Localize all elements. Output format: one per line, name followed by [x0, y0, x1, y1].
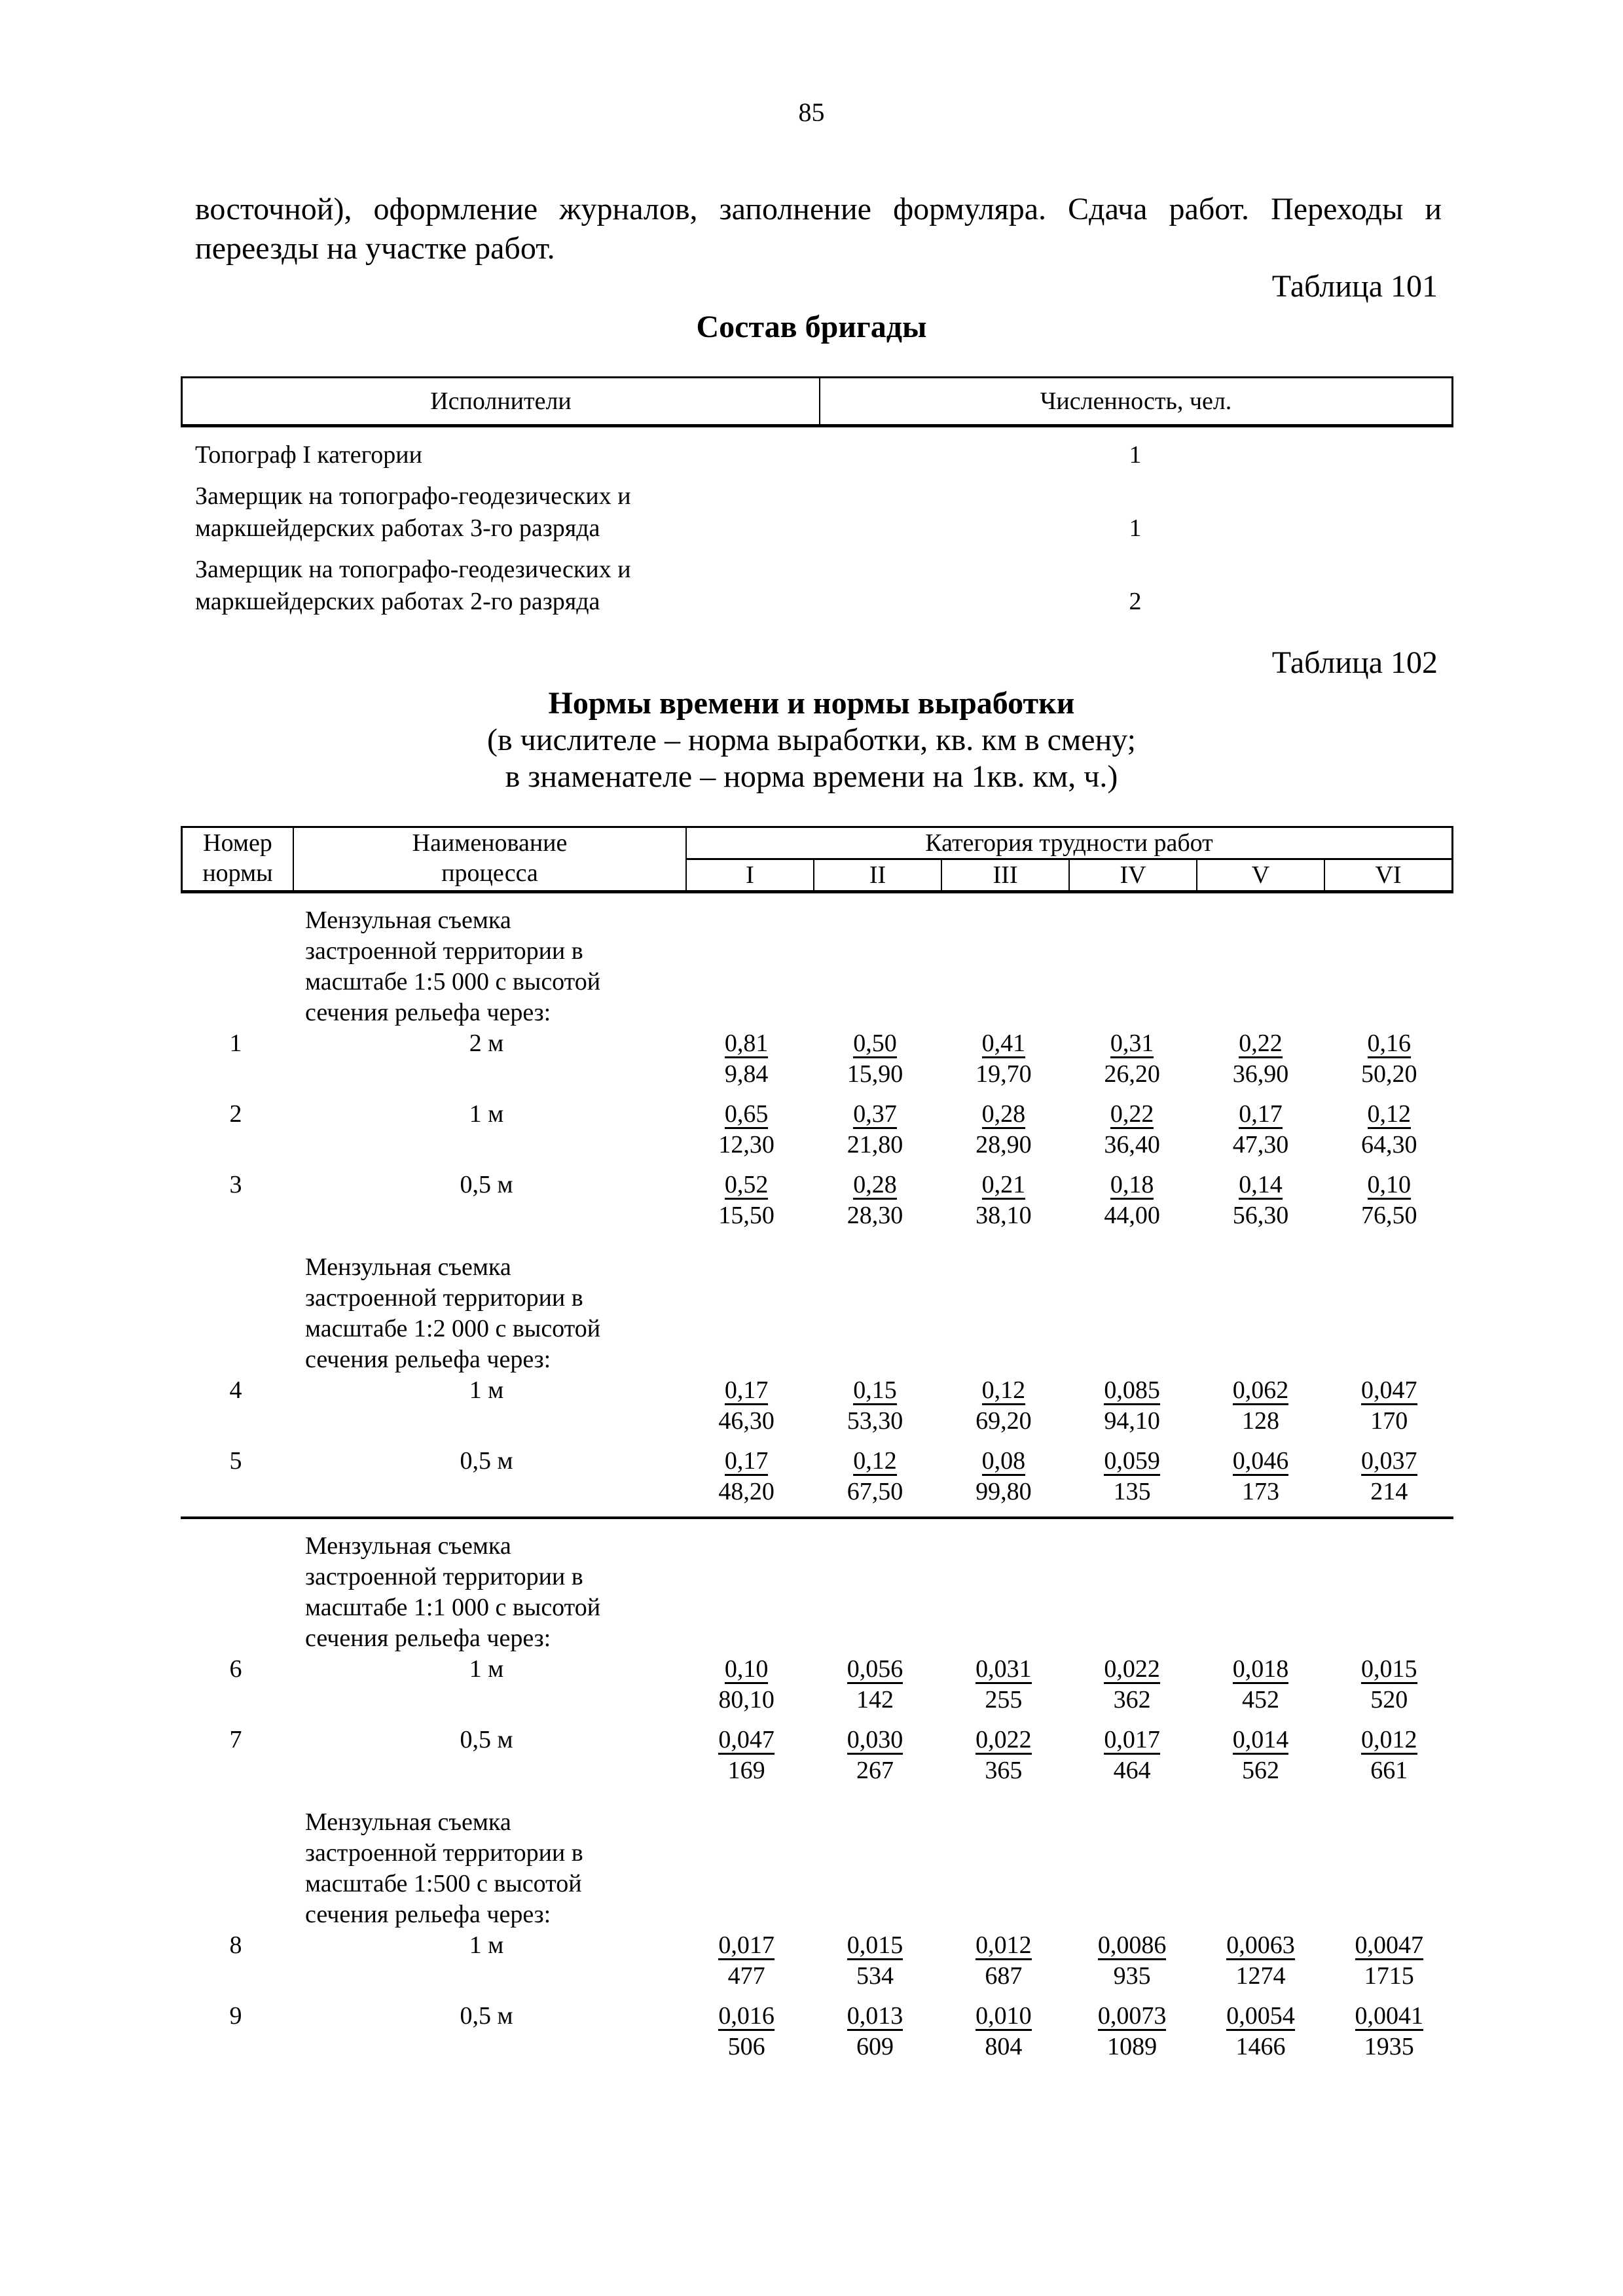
norm-value-cell [682, 1446, 811, 1507]
relief-section-height: 1 м [469, 1931, 504, 1959]
header-number-1: Номер [203, 829, 272, 857]
norm-number: 1 [229, 1030, 242, 1057]
time-norm-denominator: 609 [856, 2033, 894, 2060]
norm-value-cell [682, 2001, 811, 2062]
output-norm-numerator: 0,022 [1104, 1655, 1160, 1683]
time-norm-denominator: 170 [1370, 1407, 1408, 1435]
crew-table-header [181, 376, 1453, 427]
header-col-III: III [942, 860, 1070, 890]
table-101-title: Состав бригады [696, 310, 927, 344]
table-102-subtitle-1: (в числителе – норма выработки, кв. км в смену; [487, 723, 1136, 757]
output-norm-numerator: 0,0054 [1226, 2002, 1295, 2030]
output-norm-numerator: 0,52 [724, 1171, 769, 1198]
norm-value-cell [1325, 1654, 1453, 1715]
header-performers: Исполнители [183, 378, 820, 424]
output-norm-numerator: 0,81 [724, 1030, 769, 1057]
output-norm-numerator: 0,012 [1361, 1726, 1417, 1753]
output-norm-numerator: 0,047 [718, 1726, 775, 1753]
time-norm-denominator: 1935 [1364, 2033, 1414, 2060]
time-norm-denominator: 506 [727, 2033, 765, 2060]
norm-row [181, 1028, 1453, 1090]
output-norm-numerator: 0,10 [1367, 1171, 1412, 1198]
time-norm-denominator: 1466 [1235, 2033, 1286, 2060]
time-norm-denominator: 1274 [1235, 1962, 1286, 1990]
output-norm-numerator: 0,0041 [1355, 2002, 1424, 2030]
output-norm-numerator: 0,0073 [1097, 2002, 1167, 2030]
process-description-line: застроенной территории в [305, 1284, 583, 1312]
header-number-2: нормы [202, 859, 273, 887]
norm-value-cell [1196, 1930, 1324, 1992]
process-description-line: застроенной территории в [305, 1839, 583, 1867]
norm-value-cell [1325, 1099, 1453, 1160]
time-norm-denominator: 67,50 [847, 1478, 903, 1505]
norm-value-cell [1196, 1654, 1324, 1715]
time-norm-denominator: 80,10 [718, 1686, 775, 1713]
time-norm-denominator: 99,80 [976, 1478, 1032, 1505]
table-102-subtitle-2: в знаменателе – норма времени на 1кв. км, ч.) [505, 759, 1118, 794]
norm-value-cell [939, 2001, 1068, 2062]
norm-number: 8 [229, 1931, 242, 1959]
output-norm-numerator: 0,046 [1232, 1447, 1289, 1475]
time-norm-denominator: 534 [856, 1962, 894, 1990]
time-norm-denominator: 128 [1241, 1407, 1279, 1435]
time-norm-denominator: 135 [1113, 1478, 1151, 1505]
crew-table [181, 376, 1453, 618]
header-col-I: I [687, 860, 814, 890]
output-norm-numerator: 0,65 [724, 1100, 769, 1128]
norm-value-cell [1068, 1028, 1196, 1090]
crew-row [181, 480, 1453, 545]
time-norm-denominator: 362 [1113, 1686, 1151, 1713]
norm-number: 5 [229, 1447, 242, 1475]
process-description-line: сечения рельефа через: [305, 1624, 551, 1652]
norm-number: 2 [229, 1100, 242, 1128]
crew-count: 2 [1129, 588, 1142, 615]
output-norm-numerator: 0,056 [847, 1655, 903, 1683]
crew-count: 1 [1129, 514, 1142, 542]
norm-value-cell [1068, 1170, 1196, 1231]
norm-number: 7 [229, 1726, 242, 1753]
norm-value-cell [939, 1028, 1068, 1090]
time-norm-denominator: 661 [1370, 1757, 1408, 1784]
norm-value-cell [939, 1725, 1068, 1786]
process-description [305, 1795, 1453, 1930]
relief-section-height: 1 м [469, 1655, 504, 1683]
norm-row [181, 2001, 1453, 2062]
norm-value-cell [939, 1654, 1068, 1715]
process-description-line: масштабе 1:5 000 с высотой [305, 968, 601, 996]
output-norm-numerator: 0,017 [718, 1931, 775, 1959]
output-norm-numerator: 0,062 [1232, 1376, 1289, 1404]
time-norm-denominator: 28,90 [976, 1131, 1032, 1158]
output-norm-numerator: 0,017 [1104, 1726, 1160, 1753]
norm-value-cell [811, 1725, 939, 1786]
time-norm-denominator: 169 [727, 1757, 765, 1784]
norm-value-cell [1068, 1930, 1196, 1992]
norm-number: 3 [229, 1171, 242, 1198]
output-norm-numerator: 0,018 [1232, 1655, 1289, 1683]
process-description [305, 893, 1453, 1028]
output-norm-numerator: 0,015 [1361, 1655, 1417, 1683]
process-description [305, 1240, 1453, 1375]
process-description-line: Мензульная съемка [305, 1253, 511, 1281]
output-norm-numerator: 0,31 [1110, 1030, 1154, 1057]
norm-value-cell [811, 1028, 939, 1090]
output-norm-numerator: 0,012 [976, 1931, 1032, 1959]
time-norm-denominator: 1715 [1364, 1962, 1414, 1990]
time-norm-denominator: 69,20 [976, 1407, 1032, 1435]
relief-section-height: 0,5 м [460, 2002, 513, 2030]
output-norm-numerator: 0,037 [1361, 1447, 1417, 1475]
norm-number: 9 [229, 2002, 242, 2030]
norm-value-cell [1325, 1028, 1453, 1090]
norm-value-cell [1068, 1375, 1196, 1437]
output-norm-numerator: 0,014 [1232, 1726, 1289, 1753]
output-norm-numerator: 0,21 [981, 1171, 1026, 1198]
crew-role-line: маркшейдерских работах 2-го разряда [195, 588, 600, 615]
header-col-V: V [1197, 860, 1325, 890]
norm-row [181, 1725, 1453, 1786]
process-description-line: сечения рельефа через: [305, 999, 551, 1026]
norm-value-cell [1196, 1028, 1324, 1090]
output-norm-numerator: 0,22 [1239, 1030, 1283, 1057]
process-description-line: Мензульная съемка [305, 1808, 511, 1836]
norm-number: 6 [229, 1655, 242, 1683]
time-norm-denominator: 214 [1370, 1478, 1408, 1505]
header-col-VI: VI [1375, 861, 1402, 889]
norm-value-cell [939, 1099, 1068, 1160]
crew-role: Топограф I категории [195, 441, 422, 469]
header-category: Категория трудности работ [687, 828, 1451, 860]
time-norm-denominator: 44,00 [1104, 1202, 1160, 1229]
norm-row [181, 1375, 1453, 1437]
process-description-line: застроенной территории в [305, 937, 583, 965]
norm-value-cell [811, 1930, 939, 1992]
norm-value-cell [682, 1375, 811, 1437]
time-norm-denominator: 935 [1113, 1962, 1151, 1990]
norm-value-cell [1068, 1725, 1196, 1786]
output-norm-numerator: 0,50 [853, 1030, 897, 1057]
time-norm-denominator: 173 [1241, 1478, 1279, 1505]
norm-value-cell [811, 1375, 939, 1437]
process-description-line: сечения рельефа через: [305, 1901, 551, 1928]
relief-section-height: 0,5 м [460, 1447, 513, 1475]
intro-paragraph: восточной), оформление журналов, заполнение формуляра. Сдача работ. Переходы и переезды на участке работ. [195, 192, 1442, 266]
header-process-2: процесса [441, 859, 538, 887]
header-count: Численность, чел. [1040, 387, 1232, 415]
output-norm-numerator: 0,047 [1361, 1376, 1417, 1404]
norm-value-cell [811, 1654, 939, 1715]
output-norm-numerator: 0,17 [724, 1376, 769, 1404]
norms-table-body [181, 893, 1453, 2062]
output-norm-numerator: 0,059 [1104, 1447, 1160, 1475]
output-norm-numerator: 0,12 [1367, 1100, 1412, 1128]
time-norm-denominator: 1089 [1107, 2033, 1158, 2060]
header-col-IV: IV [1070, 860, 1197, 890]
output-norm-numerator: 0,030 [847, 1726, 903, 1753]
time-norm-denominator: 464 [1113, 1757, 1151, 1784]
norm-value-cell [682, 1099, 811, 1160]
norm-value-cell [682, 1170, 811, 1231]
relief-section-height: 0,5 м [460, 1171, 513, 1198]
output-norm-numerator: 0,10 [724, 1655, 769, 1683]
header-col-II: II [814, 860, 942, 890]
output-norm-numerator: 0,0063 [1226, 1931, 1295, 1959]
time-norm-denominator: 15,90 [847, 1060, 903, 1088]
table-102-label: Таблица 102 [1271, 645, 1438, 680]
output-norm-numerator: 0,15 [853, 1376, 897, 1404]
norm-value-cell [1196, 1099, 1324, 1160]
norm-row [181, 1446, 1453, 1507]
norm-row [181, 1654, 1453, 1715]
output-norm-numerator: 0,016 [718, 2002, 775, 2030]
output-norm-numerator: 0,16 [1367, 1030, 1412, 1057]
time-norm-denominator: 452 [1241, 1686, 1279, 1713]
norm-value-cell [1325, 1725, 1453, 1786]
norm-value-cell [1325, 2001, 1453, 2062]
output-norm-numerator: 0,013 [847, 2002, 903, 2030]
norm-value-cell [1325, 1446, 1453, 1507]
relief-section-height: 0,5 м [460, 1726, 513, 1753]
process-description-line: масштабе 1:2 000 с высотой [305, 1315, 601, 1342]
output-norm-numerator: 0,031 [976, 1655, 1032, 1683]
time-norm-denominator: 142 [856, 1686, 894, 1713]
norm-value-cell [811, 1170, 939, 1231]
output-norm-numerator: 0,18 [1110, 1171, 1154, 1198]
norm-value-cell [1196, 1375, 1324, 1437]
output-norm-numerator: 0,14 [1239, 1171, 1283, 1198]
output-norm-numerator: 0,41 [981, 1030, 1026, 1057]
norm-value-cell [1325, 1930, 1453, 1992]
time-norm-denominator: 365 [985, 1757, 1023, 1784]
crew-role-line: маркшейдерских работах 3-го разряда [195, 514, 600, 542]
time-norm-denominator: 804 [985, 2033, 1023, 2060]
relief-section-height: 1 м [469, 1100, 504, 1128]
norm-value-cell [1068, 1099, 1196, 1160]
table-102-title: Нормы времени и нормы выработки [548, 686, 1075, 721]
norm-value-cell [1196, 1725, 1324, 1786]
norm-value-cell [1068, 1654, 1196, 1715]
output-norm-numerator: 0,17 [1239, 1100, 1283, 1128]
table-101-label: Таблица 101 [1271, 269, 1438, 304]
norm-value-cell [682, 1930, 811, 1992]
norm-value-cell [1325, 1170, 1453, 1231]
norm-number: 4 [229, 1376, 242, 1404]
crew-role-line: Замерщик на топографо-геодезических и [195, 482, 631, 510]
time-norm-denominator: 76,50 [1361, 1202, 1417, 1229]
crew-row [181, 554, 1453, 618]
norm-value-cell [682, 1028, 811, 1090]
output-norm-numerator: 0,22 [1110, 1100, 1154, 1128]
norm-row [181, 1930, 1453, 1992]
time-norm-denominator: 53,30 [847, 1407, 903, 1435]
crew-row [181, 439, 1453, 471]
time-norm-denominator: 255 [985, 1686, 1023, 1713]
time-norm-denominator: 520 [1370, 1686, 1408, 1713]
norm-value-cell [811, 1446, 939, 1507]
norm-value-cell [939, 1170, 1068, 1231]
time-norm-denominator: 28,30 [847, 1202, 903, 1229]
norm-value-cell [682, 1725, 811, 1786]
output-norm-numerator: 0,28 [853, 1171, 897, 1198]
norm-value-cell [1196, 1446, 1324, 1507]
time-norm-denominator: 56,30 [1232, 1202, 1289, 1229]
output-norm-numerator: 0,022 [976, 1726, 1032, 1753]
norm-value-cell [1196, 1170, 1324, 1231]
time-norm-denominator: 47,30 [1232, 1131, 1289, 1158]
relief-section-height: 1 м [469, 1376, 504, 1404]
time-norm-denominator: 21,80 [847, 1131, 903, 1158]
process-description [305, 1519, 1453, 1654]
time-norm-denominator: 64,30 [1361, 1131, 1417, 1158]
crew-role-line: Замерщик на топографо-геодезических и [195, 556, 631, 583]
output-norm-numerator: 0,12 [981, 1376, 1026, 1404]
output-norm-numerator: 0,08 [981, 1447, 1026, 1475]
time-norm-denominator: 687 [985, 1962, 1023, 1990]
output-norm-numerator: 0,0047 [1355, 1931, 1424, 1959]
norms-table [181, 826, 1453, 2072]
relief-section-height: 2 м [469, 1030, 504, 1057]
time-norm-denominator: 48,20 [718, 1478, 775, 1505]
time-norm-denominator: 267 [856, 1757, 894, 1784]
norm-row [181, 1170, 1453, 1231]
norm-value-cell [939, 1446, 1068, 1507]
output-norm-numerator: 0,37 [853, 1100, 897, 1128]
norm-value-cell [939, 1930, 1068, 1992]
process-description-line: масштабе 1:1 000 с высотой [305, 1594, 601, 1621]
time-norm-denominator: 9,84 [724, 1060, 769, 1088]
norm-value-cell [682, 1654, 811, 1715]
time-norm-denominator: 36,40 [1104, 1131, 1160, 1158]
norm-value-cell [1325, 1375, 1453, 1437]
time-norm-denominator: 562 [1241, 1757, 1279, 1784]
output-norm-numerator: 0,17 [724, 1447, 769, 1475]
output-norm-numerator: 0,28 [981, 1100, 1026, 1128]
time-norm-denominator: 26,20 [1104, 1060, 1160, 1088]
norm-value-cell [939, 1375, 1068, 1437]
norm-value-cell [811, 2001, 939, 2062]
process-description-line: Мензульная съемка [305, 906, 511, 934]
output-norm-numerator: 0,015 [847, 1931, 903, 1959]
norm-value-cell [1196, 2001, 1324, 2062]
process-description-line: сечения рельефа через: [305, 1346, 551, 1373]
time-norm-denominator: 46,30 [718, 1407, 775, 1435]
time-norm-denominator: 12,30 [718, 1131, 775, 1158]
output-norm-numerator: 0,12 [853, 1447, 897, 1475]
norms-table-header [181, 826, 1453, 893]
time-norm-denominator: 38,10 [976, 1202, 1032, 1229]
output-norm-numerator: 0,010 [976, 2002, 1032, 2030]
time-norm-denominator: 15,50 [718, 1202, 775, 1229]
norm-value-cell [1068, 2001, 1196, 2062]
time-norm-denominator: 477 [727, 1962, 765, 1990]
norm-value-cell [811, 1099, 939, 1160]
process-description-line: застроенной территории в [305, 1563, 583, 1590]
time-norm-denominator: 19,70 [976, 1060, 1032, 1088]
norm-row [181, 1099, 1453, 1160]
time-norm-denominator: 36,90 [1232, 1060, 1289, 1088]
process-description-line: масштабе 1:500 с высотой [305, 1870, 582, 1897]
header-process-1: Наименование [412, 829, 568, 857]
crew-count: 1 [1129, 441, 1142, 469]
time-norm-denominator: 50,20 [1361, 1060, 1417, 1088]
output-norm-numerator: 0,085 [1104, 1376, 1160, 1404]
page-number: 85 [798, 98, 825, 127]
process-description-line: Мензульная съемка [305, 1532, 511, 1560]
time-norm-denominator: 94,10 [1104, 1407, 1160, 1435]
output-norm-numerator: 0,0086 [1097, 1931, 1167, 1959]
norm-value-cell [1068, 1446, 1196, 1507]
